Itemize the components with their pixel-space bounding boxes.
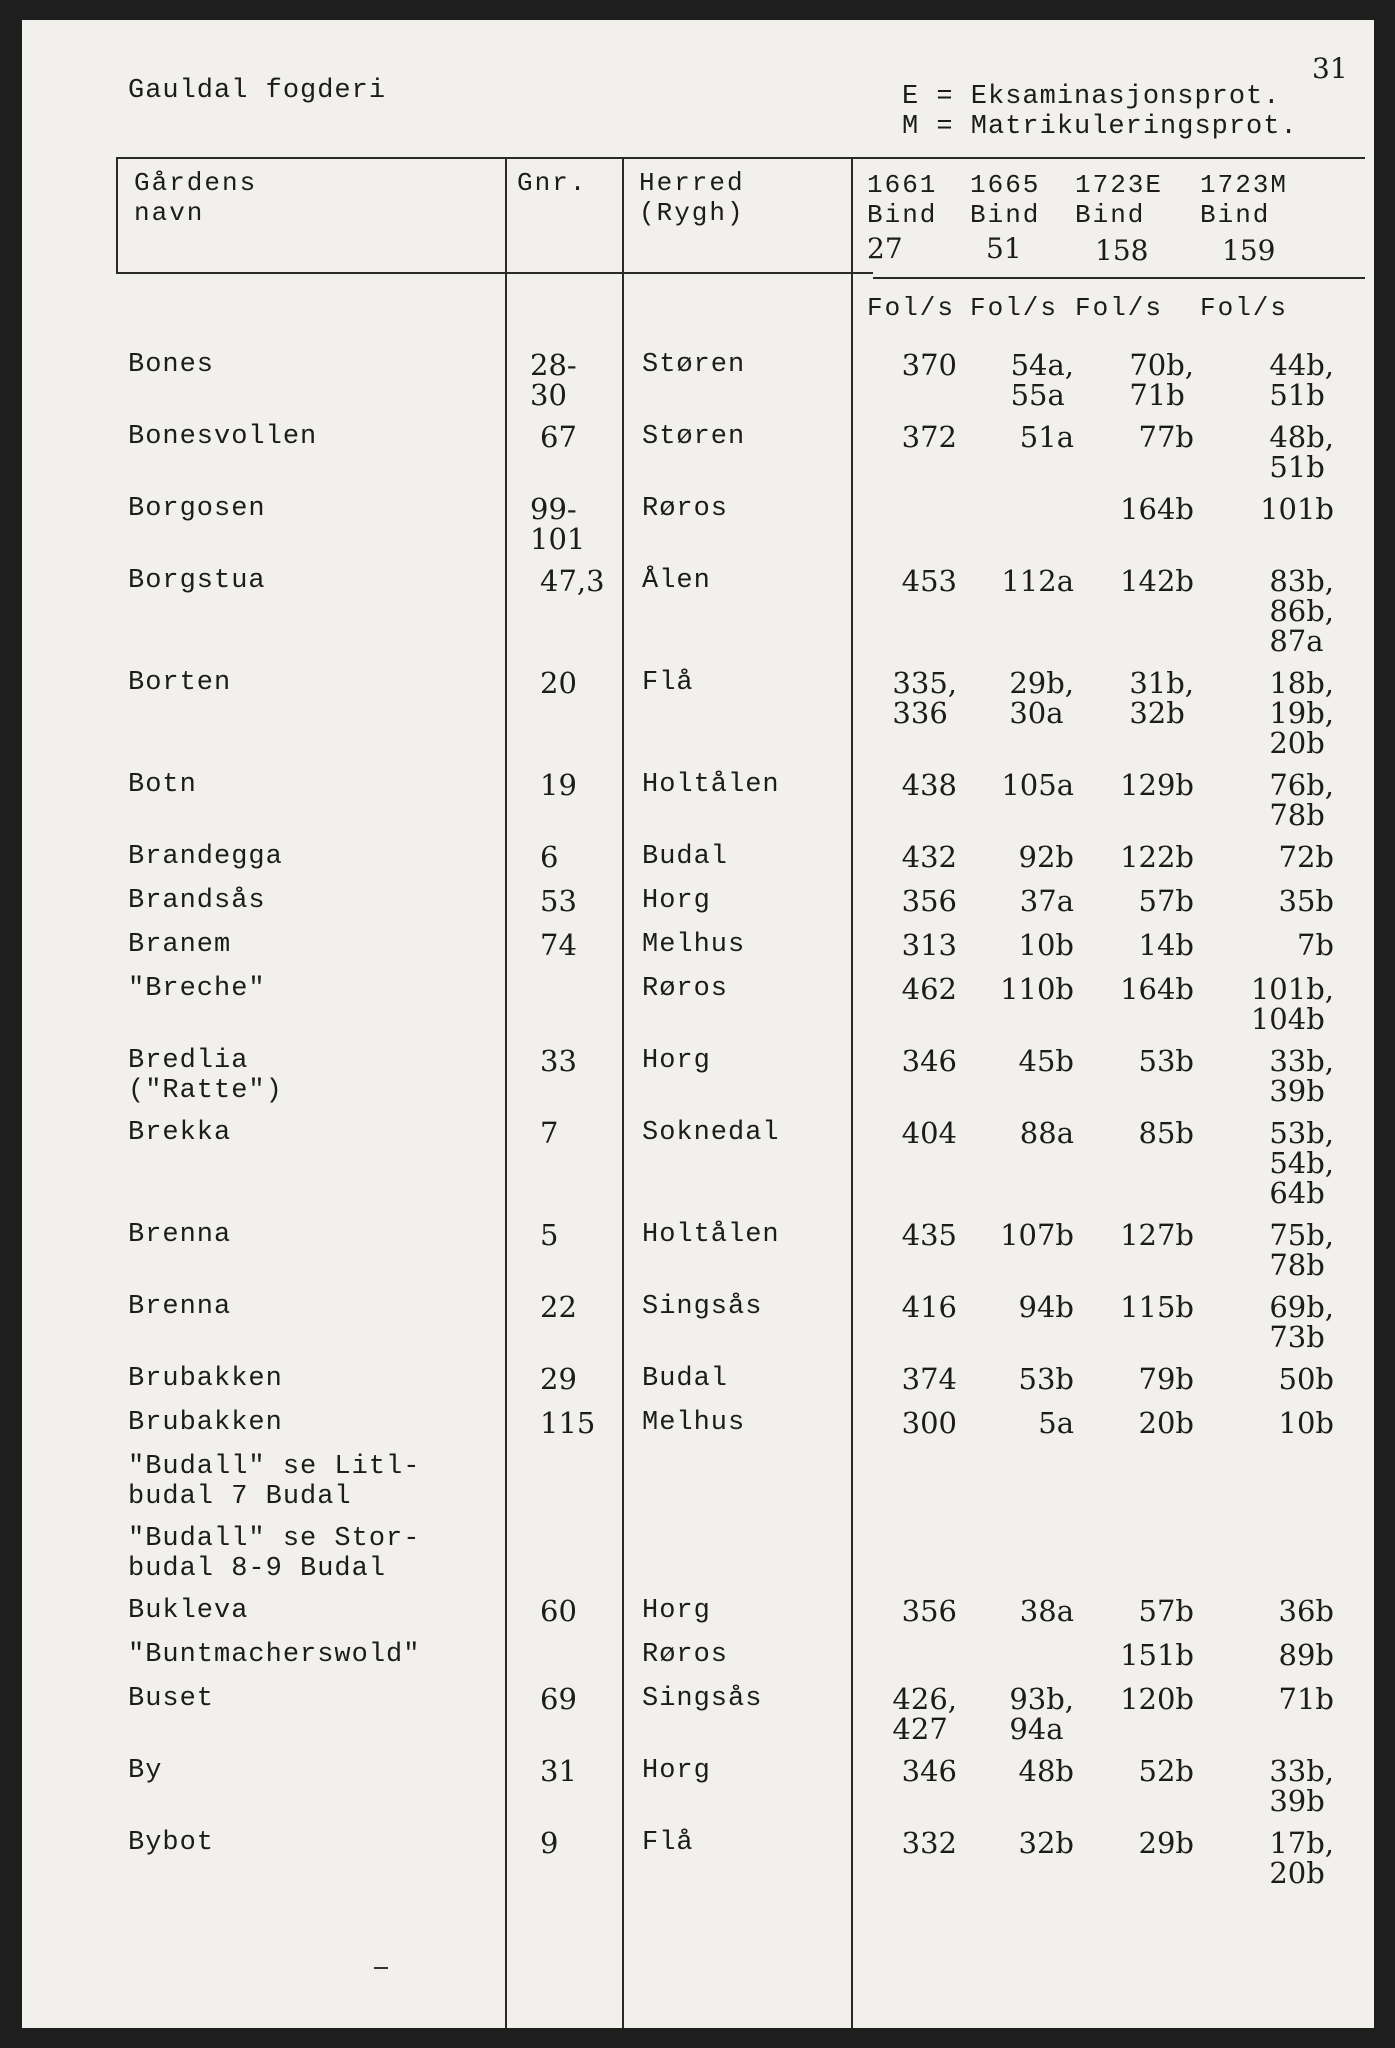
- cell-herred: Horg: [642, 1596, 711, 1626]
- cell-1661: 432: [901, 840, 957, 874]
- document-page: [22, 20, 1374, 2028]
- cell-1661: 313: [901, 928, 957, 962]
- cell-1661: 453: [901, 564, 957, 598]
- cell-herred: Budal: [642, 842, 729, 872]
- cell-1665: 94b: [1018, 1290, 1074, 1324]
- cell-1723e: 14b: [1138, 928, 1194, 962]
- cell-1723m: 101b, 104b: [1250, 972, 1334, 1036]
- cell-gnr: 60: [540, 1594, 577, 1628]
- cell-1661: 332: [901, 1826, 957, 1860]
- cell-name: By: [128, 1756, 163, 1786]
- cell-1723e: 57b: [1138, 1594, 1194, 1628]
- cell-1661: 356: [901, 1594, 957, 1628]
- cell-1723m: 76b, 78b: [1269, 768, 1334, 832]
- cell-1723e: 164b: [1120, 972, 1194, 1006]
- cell-name: Brandsås: [128, 886, 266, 916]
- cell-name: "Budall" se Stor- budal 8-9 Budal: [128, 1524, 421, 1584]
- cell-herred: Horg: [642, 1046, 711, 1076]
- folio-label-1723m: Fol/s: [1200, 293, 1289, 323]
- cell-1665: 107b: [1000, 1218, 1074, 1252]
- cell-gnr: 47,3: [540, 564, 605, 598]
- cell-1723m: 33b, 39b: [1269, 1754, 1334, 1818]
- cell-1661: 416: [901, 1290, 957, 1324]
- cell-1723m: 33b, 39b: [1269, 1044, 1334, 1108]
- cell-1723m: 48b, 51b: [1269, 420, 1334, 484]
- cell-1723m: 10b: [1278, 1406, 1334, 1440]
- cell-1665: 10b: [1018, 928, 1074, 962]
- page-number: 31: [1312, 52, 1348, 85]
- cell-name: Branem: [128, 930, 232, 960]
- cell-1723e: 79b: [1138, 1362, 1194, 1396]
- cell-1723e: 29b: [1138, 1826, 1194, 1860]
- cell-1665: 110b: [1000, 972, 1074, 1006]
- header-1661-volume: 27: [867, 232, 903, 265]
- cell-1723e: 52b: [1138, 1754, 1194, 1788]
- cell-name: Bonesvollen: [128, 422, 318, 452]
- cell-1723e: 122b: [1120, 840, 1194, 874]
- header-1665: [970, 170, 1040, 264]
- cell-1723e: 70b, 71b: [1129, 348, 1194, 412]
- cell-herred: Singsås: [642, 1292, 763, 1322]
- header-1723m-year: 1723M: [1200, 170, 1289, 200]
- cell-name: Bones: [128, 350, 215, 380]
- cell-1723m: 89b: [1278, 1638, 1334, 1672]
- cell-name: Brubakken: [128, 1408, 283, 1438]
- cell-name: Bybot: [128, 1828, 215, 1858]
- cell-gnr: 20: [540, 666, 577, 700]
- cell-1665: 38a: [1019, 1594, 1074, 1628]
- cell-name: Brubakken: [128, 1364, 283, 1394]
- cell-1723e: 120b: [1120, 1682, 1194, 1716]
- cell-1665: 51a: [1019, 420, 1074, 454]
- cell-1661: 435: [901, 1218, 957, 1252]
- cell-1661: 374: [901, 1362, 957, 1396]
- cell-herred: Singsås: [642, 1684, 763, 1714]
- cell-1665: 45b: [1018, 1044, 1074, 1078]
- cell-herred: Flå: [642, 1828, 694, 1858]
- header-bottom-rule-left: [116, 272, 873, 274]
- cell-name: Brenna: [128, 1292, 232, 1322]
- cell-1661: 346: [901, 1044, 957, 1078]
- cell-name: Bukleva: [128, 1596, 249, 1626]
- cell-1723m: 101b: [1260, 492, 1334, 526]
- header-1665-volume: 51: [986, 232, 1022, 265]
- cell-name: Bredlia ("Ratte"): [128, 1046, 283, 1106]
- cell-name: "Buntmacherswold": [128, 1640, 421, 1670]
- cell-name: "Budall" se Litl- budal 7 Budal: [128, 1452, 421, 1512]
- header-1723e: [1075, 170, 1163, 266]
- cell-gnr: 9: [540, 1826, 559, 1860]
- header-1723e-bind: Bind: [1075, 200, 1146, 230]
- cell-herred: Horg: [642, 1756, 711, 1786]
- cell-1661: 346: [901, 1754, 957, 1788]
- header-bottom-rule-right: [873, 277, 1365, 279]
- cell-1723e: 129b: [1120, 768, 1194, 802]
- cell-name: Borgstua: [128, 566, 266, 596]
- header-name-line2: navn: [134, 198, 205, 228]
- cell-herred: Horg: [642, 886, 711, 916]
- cell-gnr: 28- 30: [530, 348, 577, 412]
- header-1723e-volume: 158: [1095, 234, 1149, 267]
- header-herred-line1: Herred: [639, 168, 745, 198]
- cell-herred: Melhus: [642, 930, 746, 960]
- cell-name: Brenna: [128, 1220, 232, 1250]
- cell-gnr: 7: [540, 1116, 559, 1150]
- cell-1723e: 20b: [1138, 1406, 1194, 1440]
- header-name-line1: Gårdens: [134, 168, 258, 198]
- cell-gnr: 33: [540, 1044, 577, 1078]
- cell-1723m: 17b, 20b: [1269, 1826, 1334, 1890]
- header-1723m-bind: Bind: [1200, 200, 1271, 230]
- cell-name: Brandegga: [128, 842, 283, 872]
- cell-name: Botn: [128, 770, 197, 800]
- cell-1665: 5a: [1038, 1406, 1074, 1440]
- cell-1661: 438: [901, 768, 957, 802]
- stray-mark: [374, 1967, 388, 1969]
- cell-herred: Flå: [642, 668, 694, 698]
- cell-name: Buset: [128, 1684, 215, 1714]
- cell-1665: 37a: [1019, 884, 1074, 918]
- cell-name: Brekka: [128, 1118, 232, 1148]
- cell-1661: 335, 336: [892, 666, 957, 730]
- cell-1723m: 35b: [1278, 884, 1334, 918]
- header-herred: [639, 168, 745, 228]
- cell-1665: 93b, 94a: [1009, 1682, 1074, 1746]
- legend-line-e: E = Eksaminasjonsprot.: [902, 82, 1281, 112]
- cell-gnr: 69: [540, 1682, 577, 1716]
- cell-1723e: 115b: [1120, 1290, 1194, 1324]
- cell-1661: 404: [901, 1116, 957, 1150]
- folio-label-1661: Fol/s: [867, 293, 956, 323]
- cell-gnr: 19: [540, 768, 577, 802]
- header-herred-line2: (Rygh): [639, 198, 745, 228]
- cell-gnr: 22: [540, 1290, 577, 1324]
- cell-gnr: 6: [540, 840, 559, 874]
- column-divider-herred: [622, 157, 624, 2028]
- header-1661-year: 1661: [867, 170, 938, 200]
- cell-1665: 105a: [1001, 768, 1074, 802]
- cell-1723m: 36b: [1278, 1594, 1334, 1628]
- cell-1723m: 69b, 73b: [1269, 1290, 1334, 1354]
- cell-1723m: 50b: [1278, 1362, 1334, 1396]
- cell-herred: Holtålen: [642, 770, 780, 800]
- cell-name: Borgosen: [128, 494, 266, 524]
- header-1665-year: 1665: [970, 170, 1041, 200]
- cell-1723m: 53b, 54b, 64b: [1269, 1116, 1334, 1210]
- cell-1661: 372: [901, 420, 957, 454]
- folio-label-1723e: Fol/s: [1075, 293, 1164, 323]
- header-1723m: [1200, 170, 1288, 266]
- cell-1665: 29b, 30a: [1009, 666, 1074, 730]
- header-1661-bind: Bind: [867, 200, 938, 230]
- cell-1723m: 75b, 78b: [1269, 1218, 1334, 1282]
- cell-herred: Støren: [642, 422, 746, 452]
- column-divider-left: [116, 157, 118, 274]
- cell-1723e: 151b: [1120, 1638, 1194, 1672]
- cell-1661: 462: [901, 972, 957, 1006]
- cell-1723m: 83b, 86b, 87a: [1269, 564, 1334, 658]
- cell-1723m: 71b: [1278, 1682, 1334, 1716]
- cell-herred: Melhus: [642, 1408, 746, 1438]
- cell-herred: Røros: [642, 974, 729, 1004]
- cell-name: Borten: [128, 668, 232, 698]
- table-top-rule: [116, 157, 1365, 159]
- column-divider-gnr: [505, 157, 507, 2028]
- header-1665-bind: Bind: [970, 200, 1041, 230]
- cell-gnr: 115: [540, 1406, 596, 1440]
- cell-1723e: 164b: [1120, 492, 1194, 526]
- cell-herred: Ålen: [642, 566, 711, 596]
- cell-1723e: 57b: [1138, 884, 1194, 918]
- cell-name: "Breche": [128, 974, 266, 1004]
- header-1723e-year: 1723E: [1075, 170, 1164, 200]
- cell-1665: 32b: [1018, 1826, 1074, 1860]
- cell-1665: 48b: [1018, 1754, 1074, 1788]
- cell-herred: Holtålen: [642, 1220, 780, 1250]
- cell-1723e: 142b: [1120, 564, 1194, 598]
- cell-herred: Støren: [642, 350, 746, 380]
- cell-gnr: 74: [540, 928, 577, 962]
- cell-1723e: 127b: [1120, 1218, 1194, 1252]
- cell-1665: 88a: [1019, 1116, 1074, 1150]
- cell-1665: 92b: [1018, 840, 1074, 874]
- cell-gnr: 99- 101: [530, 492, 586, 556]
- cell-1723e: 53b: [1138, 1044, 1194, 1078]
- legend-line-m: M = Matrikuleringsprot.: [902, 112, 1298, 142]
- cell-gnr: 67: [540, 420, 577, 454]
- cell-1661: 426, 427: [892, 1682, 957, 1746]
- cell-gnr: 5: [540, 1218, 559, 1252]
- header-1661: [867, 170, 937, 264]
- cell-1665: 54a, 55a: [1010, 348, 1074, 412]
- cell-gnr: 31: [540, 1754, 577, 1788]
- cell-1661: 370: [901, 348, 957, 382]
- cell-gnr: 53: [540, 884, 577, 918]
- cell-herred: Røros: [642, 1640, 729, 1670]
- cell-gnr: 29: [540, 1362, 577, 1396]
- folio-label-1665: Fol/s: [970, 293, 1059, 323]
- cell-1723e: 85b: [1138, 1116, 1194, 1150]
- cell-1661: 356: [901, 884, 957, 918]
- cell-1723m: 7b: [1296, 928, 1334, 962]
- cell-1661: 300: [901, 1406, 957, 1440]
- cell-1665: 53b: [1018, 1362, 1074, 1396]
- cell-1723m: 72b: [1278, 840, 1334, 874]
- column-divider-folio: [851, 157, 853, 2028]
- cell-herred: Røros: [642, 494, 729, 524]
- cell-1723e: 31b, 32b: [1129, 666, 1194, 730]
- cell-1723m: 44b, 51b: [1269, 348, 1334, 412]
- cell-1723m: 18b, 19b, 20b: [1269, 666, 1334, 760]
- cell-herred: Budal: [642, 1364, 729, 1394]
- cell-1723e: 77b: [1138, 420, 1194, 454]
- cell-herred: Soknedal: [642, 1118, 780, 1148]
- header-1723m-volume: 159: [1222, 234, 1276, 267]
- cell-1665: 112a: [1001, 564, 1074, 598]
- region-title: Gauldal fogderi: [128, 76, 387, 106]
- header-gnr: Gnr.: [517, 168, 588, 198]
- header-name: [134, 168, 257, 228]
